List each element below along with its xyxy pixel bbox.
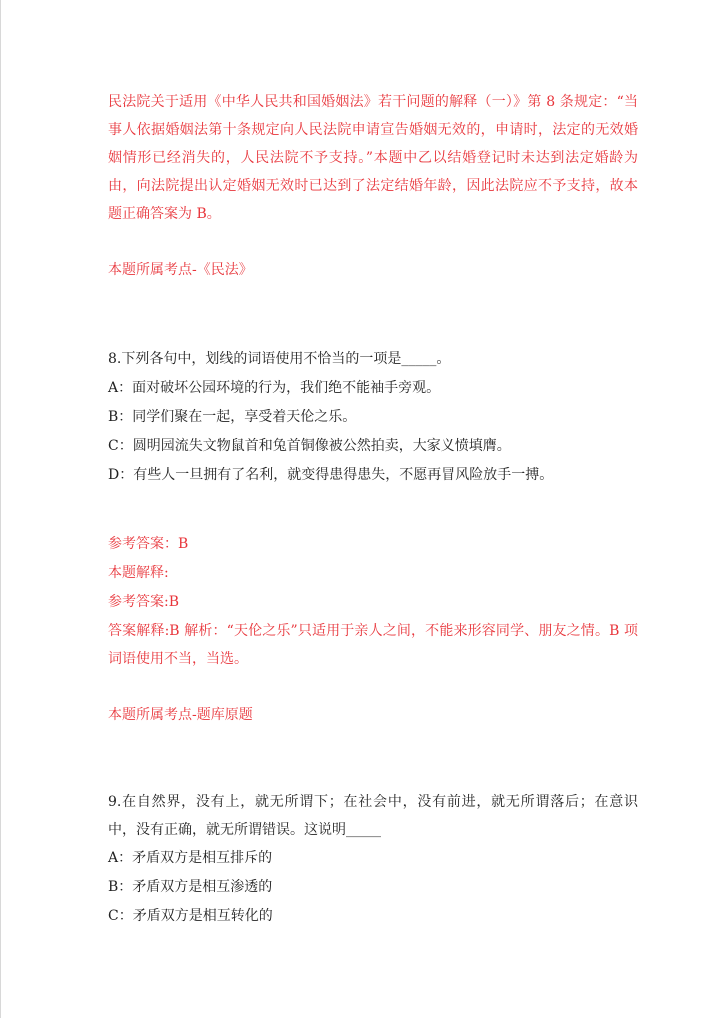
q7-topic: 本题所属考点-《民法》: [108, 262, 253, 278]
q8-explain-label: 本题解释:: [108, 565, 169, 581]
q9-option-a: A：矛盾双方是相互排斥的: [108, 850, 273, 866]
q8-stem: 8.下列各句中，划线的词语使用不恰当的一项是_____。: [108, 351, 451, 367]
question-9: [108, 788, 638, 931]
q9-stem: 9.在自然界，没有上，就无所谓下；在社会中，没有前进，就无所谓落后；在意识中，没有正确，就无所谓错误。这说明_____: [108, 794, 638, 838]
page-edge: [0, 0, 1, 1018]
q8-topic: 本题所属考点-题库原题: [108, 707, 253, 723]
q9-option-c: C：矛盾双方是相互转化的: [108, 908, 273, 924]
question-8: [108, 345, 638, 490]
q7-explanation: 民法院关于适用《中华人民共和国婚姻法》若干问题的解释（一）》第 8 条规定：“当事人依据婚姻法第十条规定向人民法院申请宣告婚姻无效的，申请时，法定的无效婚姻情形已经消失的，人民法院不予支持。”本题中乙以结婚登记时未达到法定婚龄为由，向法院提出认定婚姻无效时已达到了法定结婚年龄，因此法院应不予支持，故本题正确答案为 B。: [108, 94, 638, 222]
q8-reference-answer-2: 参考答案:B: [108, 594, 180, 610]
q8-option-d: D：有些人一旦拥有了名利，就变得患得患失，不愿再冒风险放手一搏。: [108, 467, 554, 483]
q8-option-a: A：面对破坏公园环境的行为，我们绝不能袖手旁观。: [108, 380, 441, 396]
q8-reference-answer: 参考答案：B: [108, 536, 189, 552]
q8-analysis: 答案解释:B 解析：“天伦之乐”只适用于亲人之间，不能来形容同学、朋友之情。B 项词语使用不当，当选。: [108, 623, 638, 667]
q8-option-c: C：圆明园流失文物鼠首和兔首铜像被公然拍卖，大家义愤填膺。: [108, 438, 511, 454]
document-body: [108, 88, 638, 931]
answer-8: [108, 530, 638, 673]
q9-option-b: B：矛盾双方是相互渗透的: [108, 879, 273, 895]
q8-option-b: B：同学们聚在一起，享受着天伦之乐。: [108, 409, 357, 425]
